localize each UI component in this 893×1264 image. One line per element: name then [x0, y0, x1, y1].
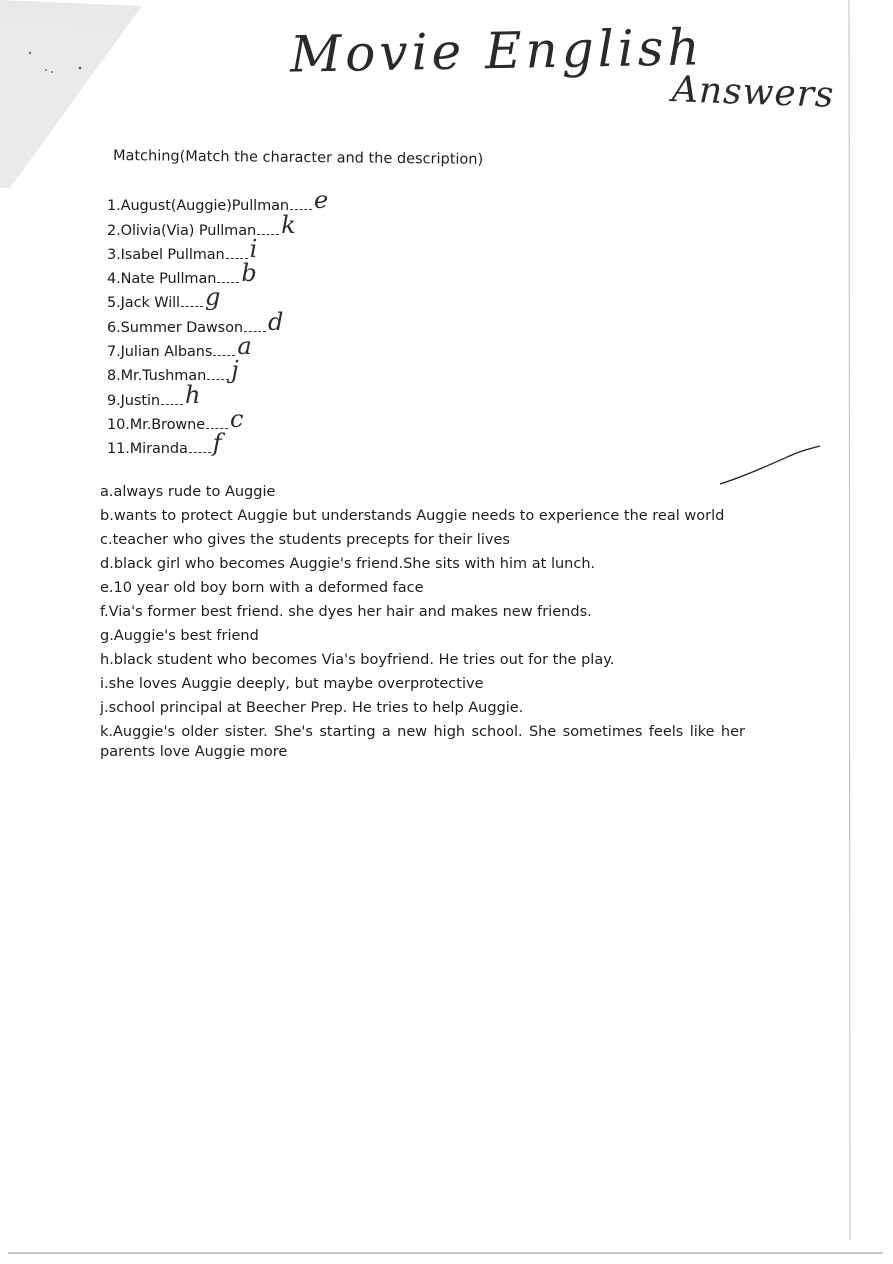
scan-bottom-edge [8, 1252, 883, 1254]
description-item: e.10 year old boy born with a deformed face [100, 580, 424, 596]
handwritten-answer: j [231, 356, 239, 385]
page-subtitle: Answers [671, 69, 836, 116]
character-label: 1.August(Auggie)Pullman [107, 198, 289, 215]
match-row [107, 356, 467, 385]
match-row [107, 259, 467, 288]
answer-blank [207, 379, 229, 380]
description-item: k.Auggie's older sister. She's starting a new high school. She sometimes feels like her parents love Auggie more [100, 724, 745, 760]
page-title: Movie English [289, 18, 705, 84]
description-item: a.always rude to Auggie [100, 484, 276, 500]
character-label: 7.Julian Albans [107, 344, 213, 361]
character-label: 10.Mr.Browne [107, 416, 206, 433]
character-label: 3.Isabel Pullman [107, 246, 225, 263]
character-label: 2.Olivia(Via) Pullman [107, 222, 257, 239]
scan-specks [28, 50, 88, 90]
handwritten-answer: a [237, 332, 252, 361]
handwritten-answer: d [268, 307, 284, 336]
match-row [107, 380, 467, 409]
character-label: 6.Summer Dawson [107, 319, 243, 336]
character-label: 11.Miranda [107, 441, 188, 458]
description-item: f.Via's former best friend. she dyes her hair and makes new friends. [100, 604, 592, 620]
character-label: 4.Nate Pullman [107, 271, 217, 288]
scan-right-edge [848, 0, 851, 1240]
handwritten-answer: b [241, 259, 257, 288]
handwritten-answer: i [249, 234, 258, 263]
character-label: 8.Mr.Tushman [107, 368, 207, 385]
description-item: h.black student who becomes Via's boyfriend. He tries out for the play. [100, 652, 615, 668]
answer-blank [181, 306, 203, 307]
answer-blank [217, 282, 239, 283]
description-item: g.Auggie's best friend [100, 628, 259, 644]
scan-corner-shadow [0, 0, 150, 195]
answer-blank [257, 234, 279, 235]
instructions-text: Matching(Match the character and the description) [112, 148, 484, 168]
match-row [107, 234, 467, 263]
character-label: 9.Justin [107, 392, 160, 409]
description-item: j.school principal at Beecher Prep. He tries to help Auggie. [100, 700, 524, 716]
description-list [100, 480, 745, 764]
handwritten-answer: g [204, 283, 221, 312]
description-item: c.teacher who gives the students precepts for their lives [100, 532, 510, 548]
match-row [107, 307, 467, 336]
handwritten-answer: e [314, 186, 329, 215]
match-row [107, 404, 467, 433]
match-row [107, 429, 467, 458]
handwritten-answer: c [230, 404, 244, 433]
character-label: 5.Jack Will [107, 295, 180, 312]
description-item: i.she loves Auggie deeply, but maybe overprotective [100, 676, 484, 692]
answer-blank [189, 452, 211, 453]
handwritten-answer: f [212, 429, 222, 458]
match-row [107, 210, 467, 239]
handwritten-answer: h [184, 380, 201, 409]
answer-blank [161, 404, 183, 405]
matching-list [107, 186, 467, 458]
description-item: d.black girl who becomes Auggie's friend.She sits with him at lunch. [100, 556, 596, 572]
match-row [107, 283, 467, 312]
match-row [107, 332, 467, 361]
handwritten-answer: k [281, 210, 296, 239]
description-item: b.wants to protect Auggie but understands Auggie needs to experience the real world [100, 508, 725, 524]
